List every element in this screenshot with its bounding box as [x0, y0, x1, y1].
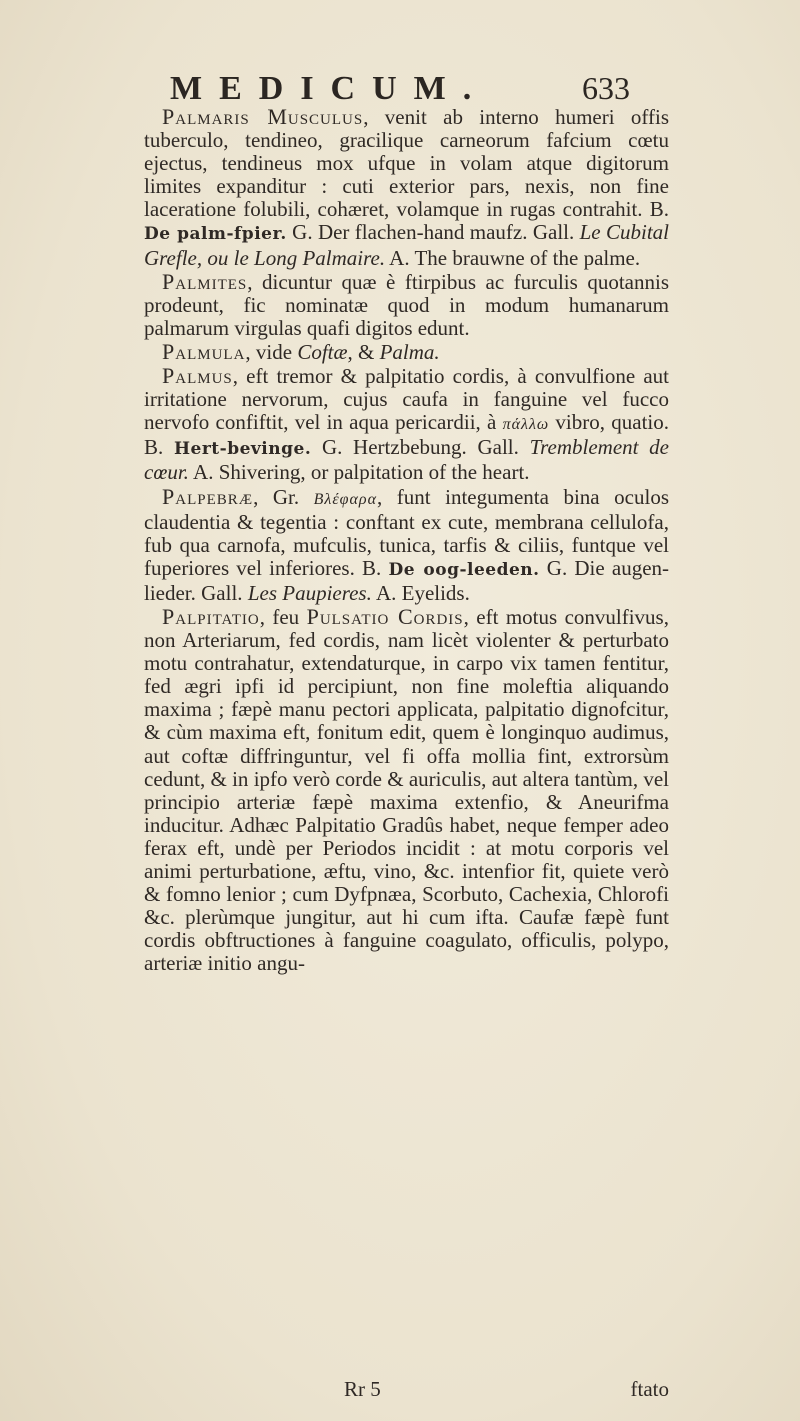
entry-headword: Palpitatio	[162, 603, 260, 629]
cross-reference: Coftæ	[297, 339, 348, 364]
french-term: Tremblement de cœur.	[144, 435, 669, 485]
entry-text: , feu	[259, 604, 307, 629]
entry-palmula	[144, 340, 669, 364]
french-term: Le Cubital Grefle, ou le Long Palmaire.	[144, 220, 670, 270]
entry-text: , dicuntur quæ è ftirpibus ac furculis quotannis prodeunt, fic nominatæ quod in modum humanarum palmarum virgulas quafi digitos edunt.	[144, 269, 669, 340]
page-header	[170, 70, 630, 108]
dictionary-text	[144, 105, 669, 975]
running-head: MEDICUM.	[170, 70, 489, 107]
page-number: 633	[582, 70, 630, 106]
entry-headword: Palmus	[162, 363, 233, 389]
signature-mark: Rr 5	[344, 1377, 381, 1401]
entry-text: G. Die augen-lieder. Gall.	[144, 555, 670, 605]
entry-palmaris-musculus	[144, 105, 669, 270]
entry-text: , eft motus convulfivus, non Arteriarum, fed cordis, nam licèt violenter & perturbato motu contrahatur, extendaturque, in carpo vix tamen fentitur, fed ægri ipfi id percipiunt, non fine moleftia aliquando maxima ; fæpè manu pectori applicata, palpitatio dignofcitur, & cùm maxima eft, fonitum edit, quem è longinquo audimus, aut coftæ diffringuntur, vel fi offa mollia fint, extrorsùm cedunt, & in ipfo verò corde & auriculis, aut altera tantùm, vel principio arteriæ fæpè maxima extenfio, & Aneurifma inducitur. Adhæc Palpitatio Gradûs habet, neque femper adeo ferax eft, undè per Periodos incidit : at motu corporis vel animi perturbatione, æftu, vino, &c. intenfior fit, quiete verò & fomno lenior ; cum Dyfpnæa, Scorbuto, Cachexia, Chlorofi &c. plerùmque jungitur, aut hi cum ifta. Caufæ fæpè funt cordis obftructiones à fanguine coagulato, officulis, polypo, arteriæ initio angu-	[144, 604, 669, 976]
entry-headword: Palmaris Musculus	[162, 104, 364, 129]
dutch-term: Hert-bevinge.	[173, 439, 312, 460]
entry-headword-alt: Pulsatio Cordis	[306, 603, 464, 629]
entry-text: G. Hertzbebung. Gall.	[311, 435, 530, 460]
entry-text: G. Der flachen-hand maufz. Gall.	[286, 220, 580, 245]
entry-palpebrae	[144, 485, 669, 605]
entry-text: , venit ab interno humeri offis tuberculo, tendineo, gracilique carneorum fafcium cœtu ejectus, tendineus mox ufque in volam atque digitorum limites expanditur : cuti exterior pars, nexis, non fine laceratione folubili, cohæret, volamque in rugas contrahit. B.	[144, 105, 670, 222]
cross-reference: Palma.	[379, 339, 440, 364]
entry-headword: Palmula	[162, 338, 246, 364]
entry-headword: Palmites	[162, 268, 248, 294]
entry-text: , vide	[245, 339, 298, 364]
entry-text: A. Eyelids.	[371, 580, 470, 605]
greek-term: πάλλω	[502, 416, 550, 434]
entry-text: , eft tremor & palpitatio cordis, à convulfione aut irritatione nervorum, cujus caufa in fanguine vel fucco nervofo confiftit, vel in aqua pericardii, à	[144, 364, 669, 435]
dutch-term: De palm-fpier.	[144, 224, 287, 245]
entry-palmus	[144, 364, 669, 484]
entry-palmites	[144, 270, 669, 340]
french-term: Les Paupieres.	[247, 580, 372, 605]
entry-palpitatio	[144, 605, 669, 976]
greek-term: Βλέφαρα	[313, 490, 377, 508]
entry-text: , Gr.	[253, 484, 314, 509]
dutch-term: De oog-leeden.	[388, 559, 540, 580]
entry-text: vibro, quatio. B.	[144, 410, 670, 460]
entry-text: , funt integumenta bina oculos claudentia & tegentia : conftant ex cute, membrana cellulofa, fub qua carnofa, mufculis, tunica, tarfis & ciliis, funtque vel fuperiores vel inferiores. B.	[144, 484, 669, 580]
entry-text: , &	[347, 339, 380, 364]
catchword: ftato	[630, 1377, 669, 1401]
entry-headword: Palpebræ	[162, 483, 254, 509]
entry-text: A. Shivering, or palpitation of the heart.	[188, 460, 530, 485]
entry-text: A. The brauwne of the palme.	[385, 245, 641, 270]
